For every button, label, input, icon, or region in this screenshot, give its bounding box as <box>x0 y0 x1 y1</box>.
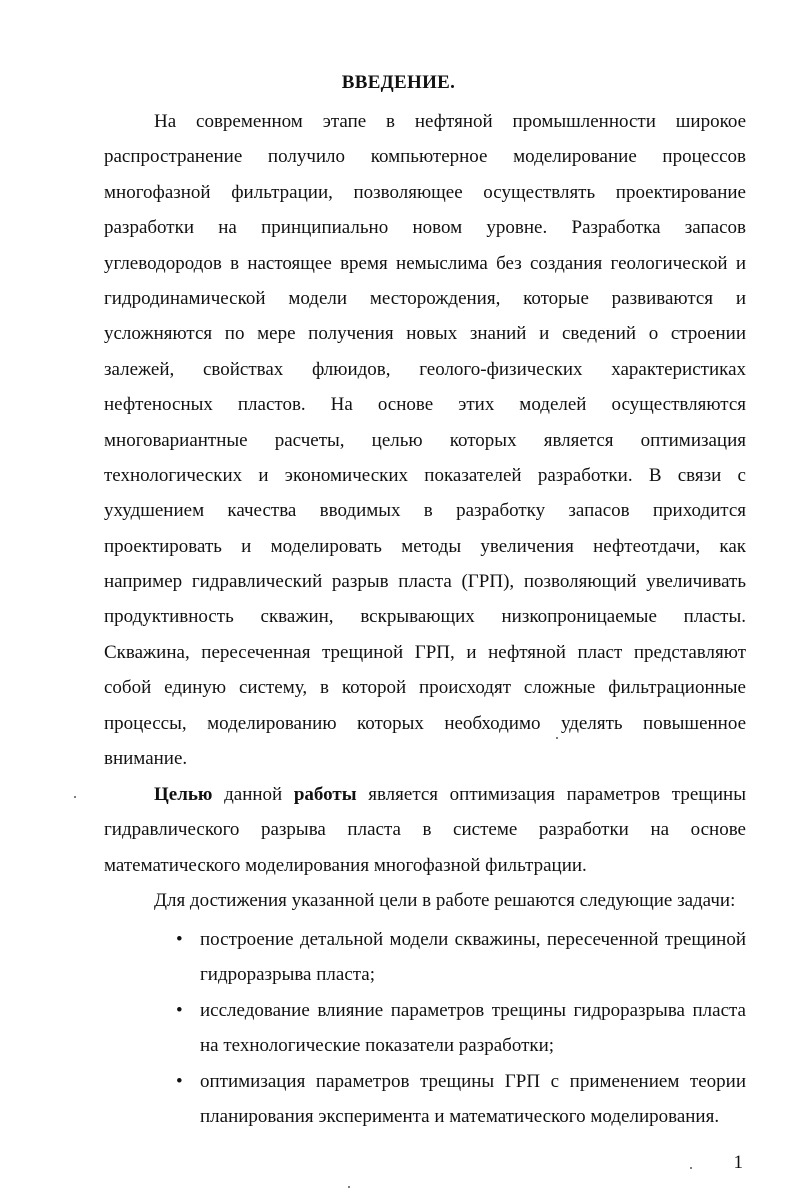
text-line: исследование влияние параметров трещины гидроразрыва пласта <box>200 999 746 1021</box>
task-list <box>104 922 746 1134</box>
text-line: оптимизация параметров трещины ГРП с применением теории <box>200 1070 746 1092</box>
text-line: построение детальной модели скважины, пересеченной трещиной <box>200 929 746 950</box>
text-line: нефтеносных пластов. На основе этих моделей осуществляются <box>104 394 746 416</box>
text-line: Для достижения указанной цели в работе решаются следующие задачи: <box>154 890 736 911</box>
text-line: проектировать и моделировать методы увеличения нефтеотдачи, как <box>104 535 746 557</box>
text-line: многофазной фильтрации, позволяющее осуществлять проектирование <box>104 181 746 203</box>
bullet-icon: • <box>176 1070 183 1092</box>
text-line: разработки на принципиально новом уровне. Разработка запасов <box>104 217 746 239</box>
text-line: математического моделирования многофазной фильтрации. <box>104 854 587 876</box>
goal-bold-word: Целью <box>154 784 213 805</box>
goal-text: является оптимизация параметров трещины <box>356 784 746 805</box>
scan-speck <box>74 796 76 798</box>
text-line: углеводородов в настоящее время немыслима без создания геологической и <box>104 252 746 274</box>
scan-speck <box>690 1167 692 1169</box>
goal-bold-word: работы <box>293 784 357 805</box>
list-item <box>104 1064 746 1135</box>
bullet-icon: • <box>176 929 183 950</box>
text-line: планирования эксперимента и математического моделирования. <box>200 1105 720 1127</box>
text-line: ухудшением качества вводимых в разработку запасов приходится <box>104 500 746 522</box>
text-line: на технологические показатели разработки; <box>200 1035 555 1057</box>
goal-text: данной <box>212 784 294 805</box>
page-title: ВВЕДЕНИЕ. <box>341 72 456 93</box>
list-item <box>104 922 746 993</box>
text-line: процессы, моделированию которых необходимо уделять повышенное <box>104 712 746 734</box>
text-line: Скважина, пересеченная трещиной ГРП, и нефтяной пласт представляют <box>104 641 746 663</box>
text-line: гидроразрыва пласта; <box>200 964 375 986</box>
text-line: усложняются по мере получения новых знаний и сведений о строении <box>104 323 746 345</box>
text-line: На современном этапе в нефтяной промышленности широкое <box>154 111 746 132</box>
intro-paragraph <box>104 104 746 776</box>
text-line: гидродинамической модели месторождения, которые развиваются и <box>104 287 746 309</box>
scan-speck <box>556 737 558 739</box>
text-line: технологических и экономических показателей разработки. В связи с <box>104 464 746 486</box>
list-item <box>104 993 746 1064</box>
page-number: 1 <box>733 1152 743 1173</box>
scan-speck <box>348 1186 350 1188</box>
text-line: распространение получило компьютерное моделирование процессов <box>104 146 746 168</box>
goal-paragraph <box>104 777 746 883</box>
text-line: гидравлического разрыва пласта в системе разработки на основе <box>104 819 746 841</box>
text-line: внимание. <box>104 748 188 770</box>
text-line: собой единую систему, в которой происходят сложные фильтрационные <box>104 677 746 699</box>
text-line: например гидравлический разрыв пласта (ГРП), позволяющий увеличивать <box>104 571 746 593</box>
text-line: многовариантные расчеты, целью которых является оптимизация <box>104 429 746 451</box>
tasks-intro <box>104 883 746 918</box>
bullet-icon: • <box>176 999 183 1021</box>
text-line: продуктивность скважин, вскрывающих низкопроницаемые пласты. <box>104 606 746 628</box>
text-line <box>104 777 746 812</box>
text-line: залежей, свойствах флюидов, геолого-физических характеристиках <box>104 358 746 380</box>
